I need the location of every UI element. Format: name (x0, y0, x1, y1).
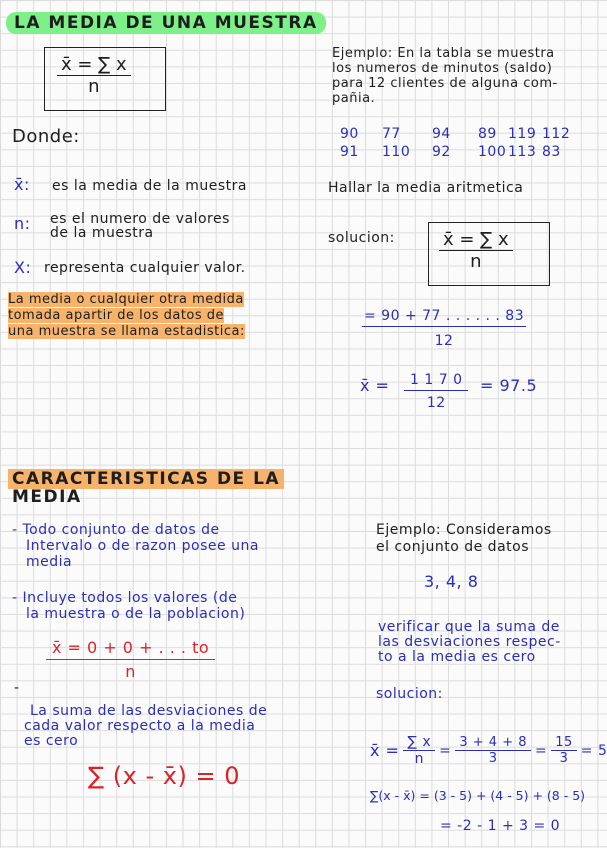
solution-formula-box (428, 222, 550, 286)
example1-line1: Ejemplo: En la tabla se muestra (332, 46, 555, 61)
mean-calculation (370, 734, 607, 767)
mean-formula (57, 54, 131, 97)
characteristic-formula-denominator: n (125, 662, 136, 681)
step1-numerator: = 90 + 77 . . . . . . 83 (362, 308, 526, 327)
calc-lhs: x̄ = (370, 741, 400, 760)
note-line1: La media o cualquier otra medida (8, 292, 244, 307)
data-cell: 91 (340, 144, 359, 160)
calc-den2: 3 (488, 751, 498, 766)
calc-equals: = (439, 742, 452, 759)
n-definition (50, 212, 230, 240)
solution-formula-denominator: n (470, 251, 482, 272)
bullet-1-line2: Intervalo o de razon posee una (26, 538, 259, 554)
note-line2: tomada apartir de los datos de (8, 308, 225, 323)
bullet-1-line3: media (26, 554, 73, 570)
example2-line2: el conjunto de datos (376, 539, 529, 555)
data-cell: 94 (432, 126, 451, 142)
example1-line2: los numeros de minutos (saldo) (332, 61, 553, 76)
calc-den3: 3 (559, 751, 569, 766)
calc-n: n (414, 751, 424, 767)
step2-denominator: 12 (426, 395, 446, 411)
bullet-2-line2: la muestra o de la poblacion) (26, 606, 246, 622)
hallar-text: Hallar la media aritmetica (328, 180, 524, 196)
solucion-label-2: solucion: (376, 686, 443, 702)
step2-numerator: 1 1 7 0 (404, 372, 468, 391)
calc-fraction-1 (403, 734, 435, 767)
verify-text (378, 620, 561, 665)
step2-fraction (404, 372, 468, 411)
formula-box (44, 47, 166, 111)
n-definition-line2: de la muestra (50, 225, 154, 241)
step1-denominator: 12 (434, 333, 454, 349)
data-cell: 110 (382, 144, 411, 160)
formula-numerator: x̄ = ∑ x (57, 54, 131, 76)
note-line3: una muestra se llama estadistica: (8, 324, 245, 339)
bullet-2-line1: - Incluye todos los valores (de (12, 590, 238, 606)
deviation-calculation: ∑(x - x̄) = (3 - 5) + (4 - 5) + (8 - 5) (370, 788, 586, 803)
data-cell: 113 (508, 144, 537, 160)
step1-fraction (362, 308, 526, 349)
data-cell: 92 (432, 144, 451, 160)
data-cell: 89 (478, 126, 497, 142)
deviation-result: = -2 - 1 + 3 = 0 (440, 818, 561, 834)
deviation-sum-formula: ∑ (x - x̄) = 0 (88, 762, 240, 790)
solution-formula (439, 229, 513, 272)
calc-result: = 5 (580, 742, 607, 759)
example2-line1: Ejemplo: Consideramos (376, 522, 552, 538)
bullet-2 (12, 590, 245, 622)
bullet-1 (12, 522, 259, 570)
characteristic-formula (46, 638, 215, 681)
example1-line3: para 12 clientes de alguna com- (332, 76, 558, 91)
data-cell: 83 (542, 144, 561, 160)
estadistica-note (8, 292, 245, 340)
example1-line4: pañia. (332, 91, 376, 106)
data-cell: 119 (508, 126, 537, 142)
calc-num2: 3 + 4 + 8 (455, 735, 531, 751)
calc-sum: ∑ x (403, 734, 435, 751)
verify-line3: to a la media es cero (378, 649, 536, 665)
bullet-3-line1: La suma de las desviaciones de (30, 703, 268, 719)
solution-formula-numerator: x̄ = ∑ x (439, 229, 513, 251)
xbar-symbol: x̄: (14, 175, 30, 194)
bullet-3 (24, 703, 268, 749)
data-cell: 77 (382, 126, 401, 142)
calc-fraction-3 (551, 735, 577, 766)
verify-line1: verificar que la suma de (378, 619, 560, 635)
characteristic-formula-numerator: x̄ = 0 + 0 + . . . to (46, 638, 215, 660)
caracteristicas-title-line1: CARACTERISTICAS DE LA (8, 469, 284, 489)
section-title-media-muestra: LA MEDIA DE UNA MUESTRA (6, 12, 326, 34)
data-cell: 100 (478, 144, 507, 160)
donde-label: Donde: (12, 126, 80, 147)
calc-num3: 15 (551, 735, 577, 751)
x-symbol: X: (14, 258, 32, 277)
n-definition-line1: es el numero de valores (50, 211, 230, 227)
step2-lhs: x̄ = (360, 376, 390, 395)
calc-fraction-2 (455, 735, 531, 766)
bullet-3-line3: es cero (24, 733, 79, 749)
solucion-label-1: solucion: (328, 230, 395, 246)
xbar-definition: es la media de la muestra (52, 178, 247, 194)
example2-statement (376, 522, 552, 556)
n-symbol: n: (14, 214, 31, 233)
bullet-3-line2: cada valor respecto a la media (24, 718, 256, 734)
step2-result: = 97.5 (480, 376, 538, 395)
section-title-caracteristicas (8, 470, 284, 506)
formula-denominator: n (88, 76, 100, 97)
data-table (340, 126, 572, 160)
x-definition: representa cualquier valor. (44, 260, 246, 276)
example2-data: 3, 4, 8 (424, 572, 479, 591)
bullet-3-dash: - (14, 680, 20, 696)
data-cell: 112 (542, 126, 571, 142)
data-cell: 90 (340, 126, 359, 142)
example1-statement (332, 46, 558, 106)
calc-equals-2: = (535, 742, 548, 759)
bullet-1-line1: - Todo conjunto de datos de (12, 522, 220, 538)
verify-line2: las desviaciones respec- (378, 634, 561, 650)
caracteristicas-title-line2: MEDIA (12, 487, 82, 507)
